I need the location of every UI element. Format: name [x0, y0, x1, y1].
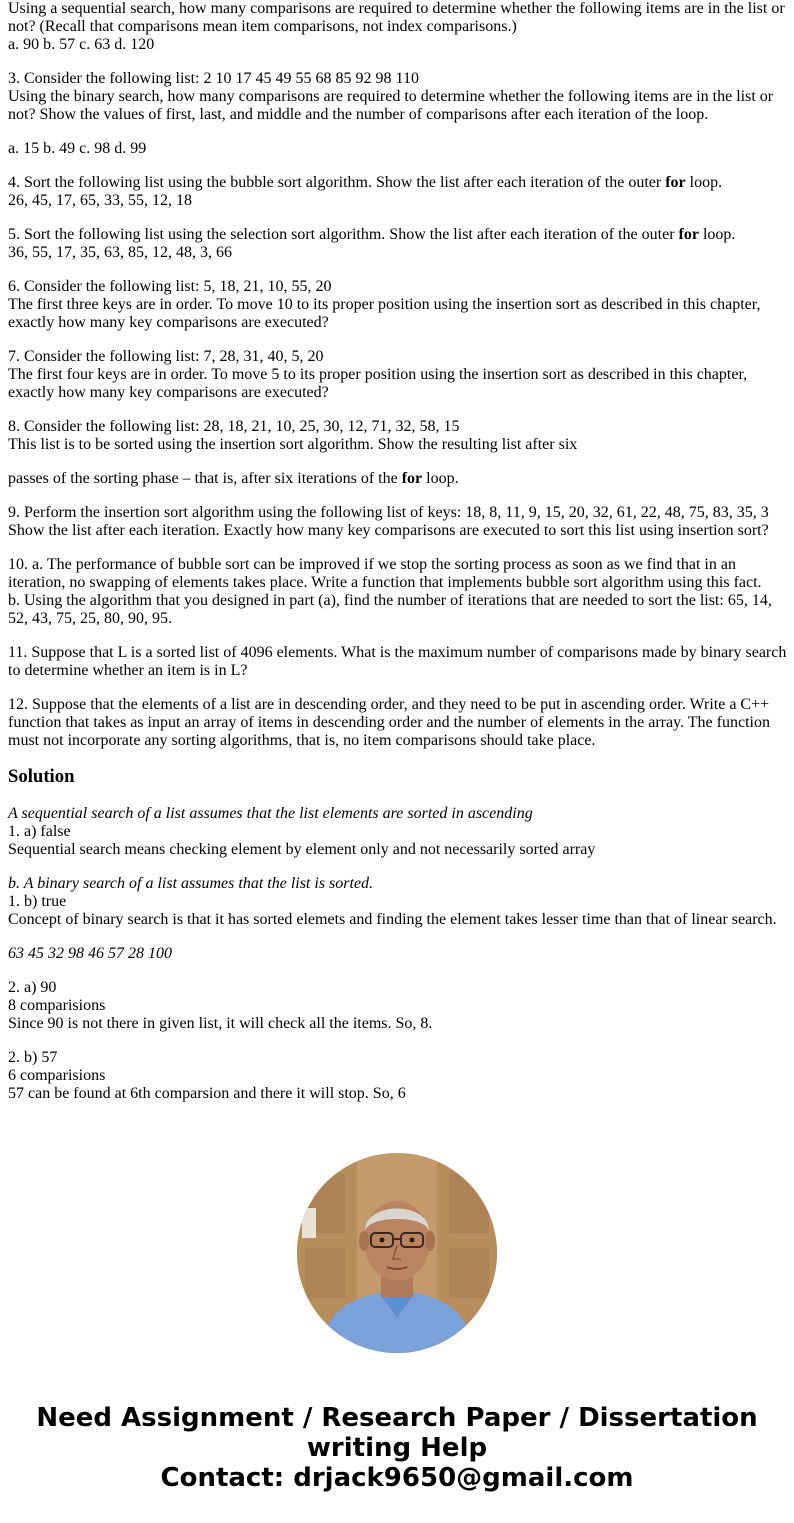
question-6 [8, 278, 788, 332]
q5-post: loop. [702, 226, 736, 243]
q11-text: 11. Suppose that L is a sorted list of 4096 elements. What is the maximum number of comparisons made by binary search to determine whether an item is in L? [8, 644, 787, 679]
s2a-answer: 2. a) 90 [8, 979, 57, 996]
q10-b: b. Using the algorithm that you designed in part (a), find the number of iterations that are needed to sort the list: 65, 14, 52, 43, 75, 25, 80, 90, 95. [8, 592, 772, 627]
question-8 [8, 418, 788, 454]
q4-for-keyword: for [665, 174, 686, 191]
q6-title: 6. Consider the following list: 5, 18, 21, 10, 55, 20 [8, 278, 332, 295]
s2a-count: 8 comparisions [8, 997, 106, 1014]
avatar [297, 1153, 497, 1353]
q3-body: Using the binary search, how many comparisons are required to determine whether the following items are in the list or not? Show the values of first, last, and middle and the number of comparisons after each iteration of the loop. [8, 88, 774, 123]
tutor-portrait [297, 1153, 497, 1353]
s1a-reason: Sequential search means checking element by element only and not necessarily sorted array [8, 841, 596, 858]
s2b-count: 6 comparisions [8, 1067, 106, 1084]
question-7 [8, 348, 788, 402]
question-2 [8, 0, 788, 54]
s1b-answer: 1. b) true [8, 893, 67, 910]
q8-cont [8, 470, 788, 488]
s1b-reason: Concept of binary search is that it has sorted elemets and finding the element takes lesser time than that of linear search. [8, 911, 777, 928]
question-4 [8, 174, 788, 210]
q5-title [8, 226, 788, 244]
solution-1a [8, 805, 788, 859]
q8-for-keyword: for [401, 470, 423, 487]
footer-contact [0, 1403, 794, 1493]
q5-for-keyword: for [678, 226, 699, 243]
solution-1b [8, 875, 788, 929]
question-10 [8, 556, 788, 628]
q8-cont-pre: passes of the sorting phase – that is, after six iterations of the [8, 470, 398, 487]
q2-intro: Using a sequential search, how many comparisons are required to determine whether the following items are in the list or not? (Recall that comparisons mean item comparisons, not index comparisons.) [8, 0, 785, 35]
q4-title [8, 174, 788, 192]
q3-title: 3. Consider the following list: 2 10 17 45 49 55 68 85 92 98 110 [8, 70, 419, 87]
s1a-answer: 1. a) false [8, 823, 71, 840]
q3-items: a. 15 b. 49 c. 98 d. 99 [8, 140, 147, 157]
footer-line-2: writing Help [306, 1433, 488, 1463]
q4-post: loop. [689, 174, 723, 191]
q9-title: 9. Perform the insertion sort algorithm using the following list of keys: 18, 8, 11, 9, 15, 20, 32, 61, 22, 48, 75, 83, 35, 3 [8, 504, 769, 521]
q2-items: a. 90 b. 57 c. 63 d. 120 [8, 36, 155, 53]
q7-title: 7. Consider the following list: 7, 28, 31, 40, 5, 20 [8, 348, 324, 365]
q5-list: 36, 55, 17, 35, 63, 85, 12, 48, 3, 66 [8, 244, 232, 261]
s2b-answer: 2. b) 57 [8, 1049, 58, 1066]
document-body [8, 0, 788, 1119]
question-11 [8, 644, 788, 680]
solution-heading: Solution [8, 766, 75, 787]
q4-pre: 4. Sort the following list using the bubble sort algorithm. Show the list after each iteration of the outer [8, 174, 662, 191]
q9-body: Show the list after each iteration. Exactly how many key comparisons are executed to sort this list using insertion sort? [8, 522, 769, 539]
q7-body: The first four keys are in order. To move 5 to its proper position using the insertion sort as described in this chapter, exactly how many key comparisons are executed? [8, 366, 748, 401]
question-9 [8, 504, 788, 540]
q8-cont-post: loop. [426, 470, 459, 487]
s1b-statement: b. A binary search of a list assumes that the list is sorted. [8, 875, 374, 892]
q8-title: 8. Consider the following list: 28, 18, 21, 10, 25, 30, 12, 71, 32, 58, 15 [8, 418, 460, 435]
q5-pre: 5. Sort the following list using the selection sort algorithm. Show the list after each iteration of the outer [8, 226, 675, 243]
q4-list: 26, 45, 17, 65, 33, 55, 12, 18 [8, 192, 192, 209]
q6-body: The first three keys are in order. To move 10 to its proper position using the insertion sort as described in this chapter, exactly how many key comparisons are executed? [8, 296, 761, 331]
footer-line-3: Contact: drjack9650@gmail.com [160, 1463, 634, 1493]
q10-a: 10. a. The performance of bubble sort can be improved if we stop the sorting process as soon as we find that in an iteration, no swapping of elements takes place. Write a function that implements bubble sort algorithm using this fact. [8, 556, 762, 591]
s1a-statement: A sequential search of a list assumes that the list elements are sorted in ascending [8, 805, 533, 822]
question-3 [8, 70, 788, 124]
footer-line-1: Need Assignment / Research Paper / Dissertation [36, 1403, 758, 1433]
s2a-reason: Since 90 is not there in given list, it will check all the items. So, 8. [8, 1015, 433, 1032]
q8-body: This list is to be sorted using the insertion sort algorithm. Show the resulting list after six [8, 436, 578, 453]
question-12 [8, 696, 788, 750]
question-5 [8, 226, 788, 262]
s2b-reason: 57 can be found at 6th comparsion and there it will stop. So, 6 [8, 1085, 406, 1102]
solution-2a [8, 979, 788, 1033]
question-3-items [8, 140, 788, 158]
solution-2b [8, 1049, 788, 1103]
solution-2-list [8, 945, 788, 963]
q12-text: 12. Suppose that the elements of a list are in descending order, and they need to be put in ascending order. Write a C++ function that takes as input an array of items in descending order and the number of elements in the array. The function must not incorporate any sorting algorithms, that is, no item comparisons should take place. [8, 696, 770, 749]
question-8-continued [8, 470, 788, 488]
s2-list: 63 45 32 98 46 57 28 100 [8, 945, 172, 962]
